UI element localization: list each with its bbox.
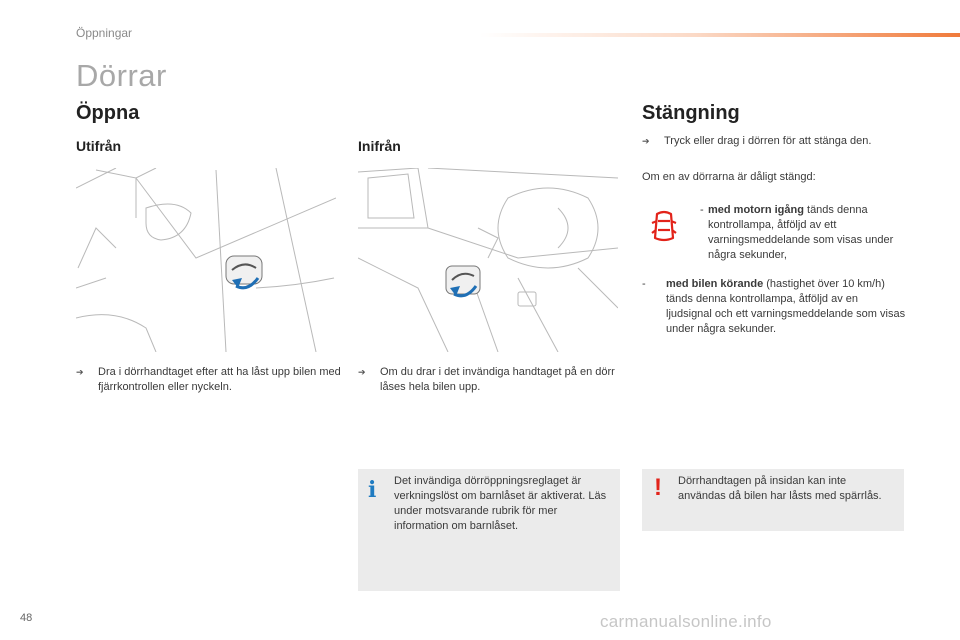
- outside-heading: Utifrån: [76, 138, 122, 154]
- close-intro: Om en av dörrarna är dåligt stängd:: [642, 171, 816, 183]
- close-instruction-text: Tryck eller drag i dörren för att stänga den.: [664, 135, 872, 147]
- list-dash: -: [642, 278, 646, 290]
- door-open-warning-icon: [646, 208, 682, 244]
- open-heading: Öppna: [76, 102, 140, 124]
- interior-handle-icon: [446, 266, 480, 296]
- vehicle-moving-text: (hastighet över 10 km/h) tänds denna kontrollampa, åtföljd av en ljudsignal och ett varningsmeddelande som visas under några sekunder.: [666, 278, 906, 335]
- section-label: Öppningar: [76, 26, 133, 40]
- arrow-bullet-icon: ➔: [642, 136, 650, 146]
- caution-box: [642, 469, 904, 531]
- outside-instruction-text: Dra i dörrhandtaget efter att ha låst upp bilen med fjärrkontrollen eller nyckeln.: [98, 366, 341, 393]
- close-heading: Stängning: [642, 102, 740, 124]
- vehicle-moving-label: med bilen körande: [666, 278, 764, 290]
- close-instruction: [642, 134, 944, 149]
- page-title: Dörrar: [76, 58, 167, 93]
- inside-instruction: [358, 365, 642, 395]
- outside-instruction: [76, 365, 348, 395]
- arrow-bullet-icon: ➔: [358, 367, 366, 377]
- info-box-text: Det invändiga dörröppningsreglaget är verkningslöst om barnlåset är aktiverat. Läs under motsvarande rubrik för mer information om barnlåset.: [394, 475, 607, 532]
- exterior-door-illustration: [76, 168, 336, 352]
- interior-door-illustration: [358, 168, 618, 352]
- watermark: carmanualsonline.info: [600, 612, 772, 631]
- inside-heading: Inifrån: [358, 138, 401, 154]
- header-accent-bar: [480, 33, 960, 37]
- engine-running-text: tänds denna kontrollampa, åtföljd av ett varningsmeddelande som visas under några sekunder,: [708, 204, 894, 261]
- door-handle-icon: [226, 256, 262, 288]
- list-dash: -: [700, 204, 704, 216]
- info-box: [358, 469, 620, 591]
- page-number: 48: [20, 612, 33, 624]
- caution-box-text: Dörrhandtagen på insidan kan inte användas då bilen har låsts med spärrlås.: [678, 475, 882, 502]
- inside-instruction-text: Om du drar i det invändiga handtaget på en dörr låses hela bilen upp.: [380, 366, 615, 393]
- engine-running-label: med motorn igång: [708, 204, 804, 216]
- exclamation-icon: !: [654, 474, 662, 501]
- info-icon: i: [368, 477, 377, 503]
- arrow-bullet-icon: ➔: [76, 367, 84, 377]
